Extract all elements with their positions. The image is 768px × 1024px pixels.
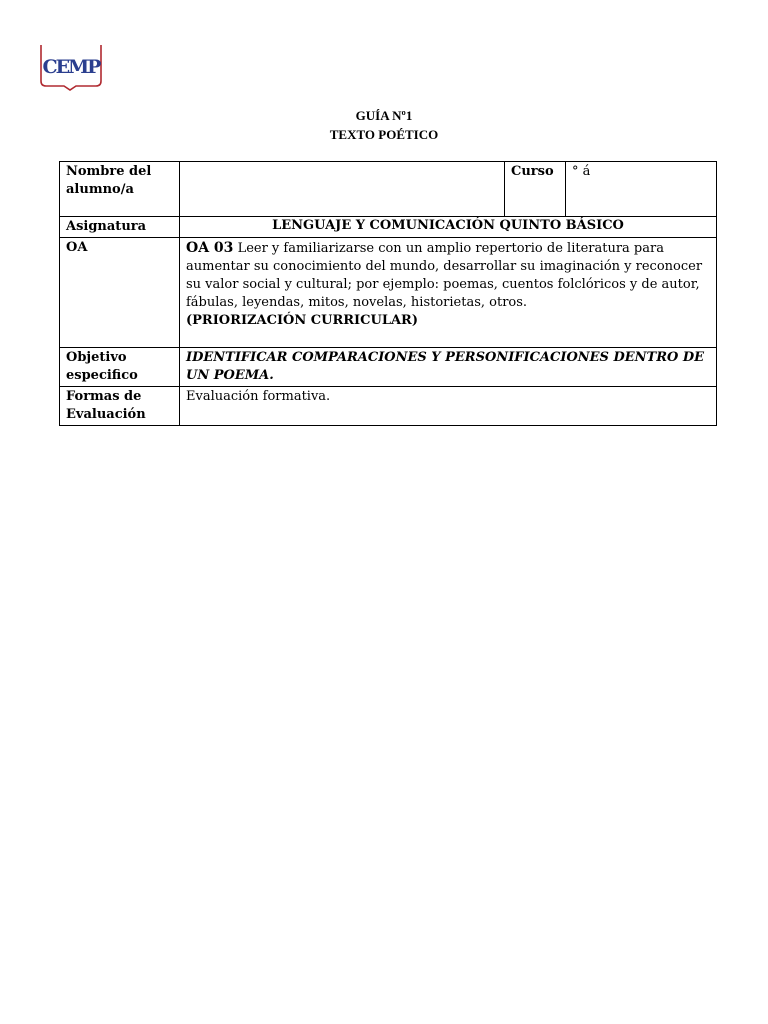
objective-label: Objetivo especifico: [60, 348, 180, 387]
evaluation-value: Evaluación formativa.: [180, 387, 717, 426]
guide-title: GUÍA Nº1: [355, 108, 413, 123]
objective-value: IDENTIFICAR COMPARACIONES Y PERSONIFICACIONES DENTRO DE UN POEMA.: [180, 348, 717, 387]
student-info-table: [59, 161, 717, 426]
oa-code: OA 03: [186, 240, 234, 256]
oa-row: [60, 238, 717, 348]
oa-description: Leer y familiarizarse con un amplio repertorio de literatura para aumentar su conocimiento del mundo, desarrollar su imaginación y reconocer su valor social y cultural; por ejemplo: poemas, cuentos folclóricos y de autor, fábulas, leyendas, mitos, novelas, historietas, otros.: [186, 241, 703, 310]
student-row: [60, 162, 717, 217]
evaluation-row: [60, 387, 717, 426]
title-block: [0, 106, 768, 144]
student-name-field[interactable]: [180, 162, 505, 217]
oa-label: OA: [60, 238, 180, 348]
objective-row: [60, 348, 717, 387]
subject-label: Asignatura: [60, 217, 180, 238]
school-logo: [40, 43, 102, 91]
subject-row: [60, 217, 717, 238]
student-name-label: Nombre del alumno/a: [60, 162, 180, 217]
guide-subtitle: TEXTO POÉTICO: [329, 127, 439, 142]
oa-content: [180, 238, 717, 348]
subject-value: LENGUAJE Y COMUNICACIÓN QUINTO BÁSICO: [180, 217, 717, 238]
oa-note: (PRIORIZACIÓN CURRICULAR): [186, 313, 418, 328]
course-label: Curso: [505, 162, 566, 217]
logo-lettering: CEMP: [42, 56, 100, 78]
course-field[interactable]: ° á: [566, 162, 717, 217]
evaluation-label: Formas de Evaluación: [60, 387, 180, 426]
